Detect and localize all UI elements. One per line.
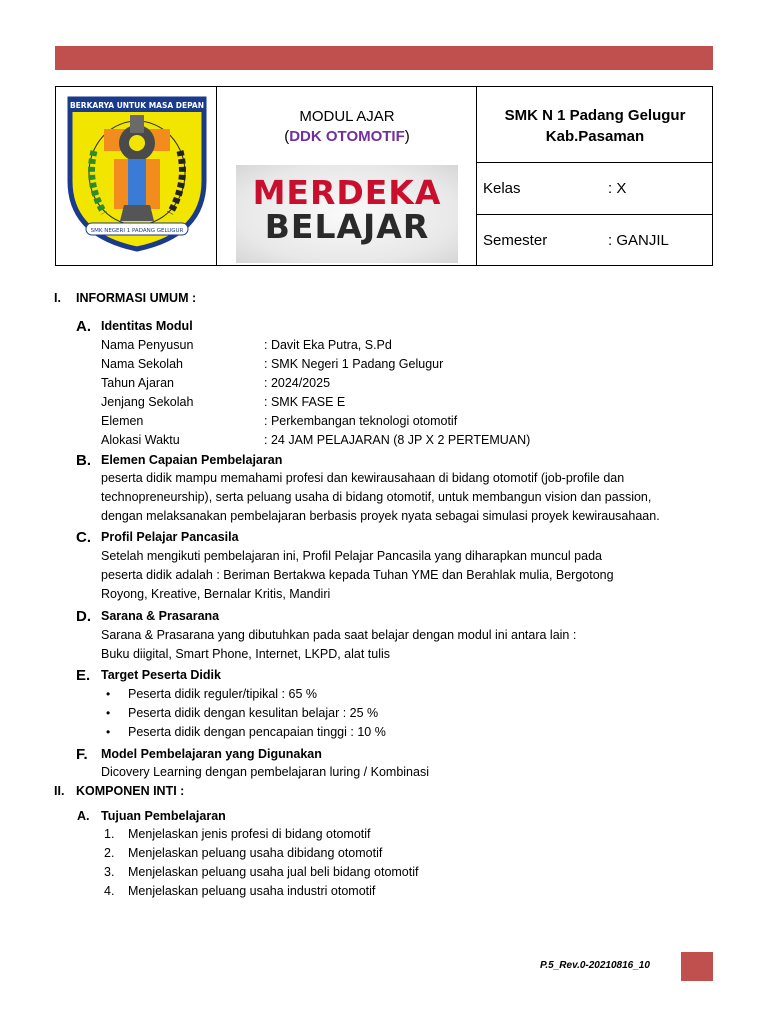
header-divider [476, 162, 712, 163]
subsection-title: Identitas Modul [101, 319, 193, 333]
subsection-title: Sarana & Prasarana [101, 609, 220, 623]
paragraph-line: technopreneurship), serta peluang usaha di bidang otomotif, untuk membangun vision dan passion, [101, 490, 652, 504]
semester-label: Semester [483, 232, 548, 249]
paragraph-line: Sarana & Prasarana yang dibutuhkan pada saat belajar dengan modul ini antara lain : [101, 628, 577, 642]
list-number: 3. [104, 865, 115, 879]
logo-bottom-text: SMK NEGERI 1 PADANG GELUGUR [90, 228, 184, 234]
list-item: Menjelaskan peluang usaha dibidang otomotif [128, 846, 383, 860]
identity-label: Alokasi Waktu [101, 433, 180, 447]
identity-value: : Perkembangan teknologi otomotif [264, 414, 458, 428]
list-item: Menjelaskan peluang usaha industri otomotif [128, 884, 376, 898]
identity-value: : SMK FASE E [264, 395, 346, 409]
kelas-value: : X [608, 180, 627, 197]
semester-value: : GANJIL [608, 232, 669, 249]
section-number: I. [54, 291, 61, 305]
subsection-letter: A. [76, 318, 91, 335]
list-item: Peserta didik reguler/tipikal : 65 % [128, 687, 317, 701]
paragraph-line: peserta didik adalah : Beriman Bertakwa kepada Tuhan YME dan Berahlak mulia, Bergotong [101, 568, 614, 582]
subsection-letter: B. [76, 452, 91, 469]
subsection-title: Target Peserta Didik [101, 668, 221, 682]
list-item: Menjelaskan peluang usaha jual beli bidang otomotif [128, 865, 419, 879]
identity-label: Elemen [101, 414, 144, 428]
list-item: Peserta didik dengan pencapaian tinggi : 10 % [128, 725, 386, 739]
bullet-icon: • [106, 687, 111, 701]
footer-color-box [681, 952, 713, 981]
identity-label: Nama Sekolah [101, 357, 183, 371]
paragraph-line: Royong, Kreative, Bernalar Kritis, Mandiri [101, 587, 331, 601]
module-title: MODUL AJAR [299, 108, 395, 125]
school-logo [64, 93, 210, 253]
header-color-bar [55, 46, 713, 70]
school-name: SMK N 1 Padang Gelugur Kab.Pasaman [504, 107, 686, 145]
paragraph-line: Buku diigital, Smart Phone, Internet, LKPD, alat tulis [101, 647, 391, 661]
identity-value: : Davit Eka Putra, S.Pd [264, 338, 392, 352]
subsection-letter: D. [76, 608, 91, 625]
header-table [55, 86, 713, 266]
merdeka-belajar-banner [236, 165, 458, 263]
section-number: II. [54, 784, 65, 798]
list-number: 4. [104, 884, 115, 898]
subsection-title: Elemen Capaian Pembelajaran [101, 453, 283, 467]
identity-label: Jenjang Sekolah [101, 395, 194, 409]
identity-label: Nama Penyusun [101, 338, 194, 352]
subsection-title: Model Pembelajaran yang Digunakan [101, 747, 322, 761]
list-number: 1. [104, 827, 115, 841]
paragraph-line: dengan melaksanakan pembelajaran berbasis proyek nyata sebagai simulasi proyek kewirausahaan. [101, 509, 660, 523]
footer-code: P.5_Rev.0-20210816_10 [540, 960, 650, 971]
subsection-letter: F. [76, 746, 88, 763]
paragraph-line: peserta didik mampu memahami profesi dan kewirausahaan di bidang otomotif (job-profile dan [101, 471, 625, 485]
list-item: Peserta didik dengan kesulitan belajar : 25 % [128, 706, 379, 720]
logo-top-text: BERKARYA UNTUK MASA DEPAN [69, 101, 205, 110]
header-divider [476, 214, 712, 215]
paragraph-line: Dicovery Learning dengan pembelajaran luring / Kombinasi [101, 765, 429, 779]
identity-label: Tahun Ajaran [101, 376, 174, 390]
list-number: 2. [104, 846, 115, 860]
module-subtitle: (DDK OTOMOTIF) [284, 128, 410, 145]
header-divider [216, 87, 217, 265]
list-item: Menjelaskan jenis profesi di bidang otomotif [128, 827, 371, 841]
subsection-title: Profil Pelajar Pancasila [101, 530, 239, 544]
banner-line-1: MERDEKA [252, 173, 442, 212]
banner-line-2: BELAJAR [264, 207, 430, 246]
subsection-letter: A. [77, 809, 90, 823]
identity-value: : 24 JAM PELAJARAN (8 JP X 2 PERTEMUAN) [264, 433, 531, 447]
subsection-letter: C. [76, 529, 91, 546]
section-title: KOMPONEN INTI : [76, 784, 185, 798]
bullet-icon: • [106, 725, 111, 739]
kelas-label: Kelas [483, 180, 521, 197]
paragraph-line: Setelah mengikuti pembelajaran ini, Profil Pelajar Pancasila yang diharapkan muncul pada [101, 549, 602, 563]
section-title: INFORMASI UMUM : [76, 291, 197, 305]
subsection-letter: E. [76, 667, 91, 684]
identity-value: : 2024/2025 [264, 376, 331, 390]
subsection-title: Tujuan Pembelajaran [101, 809, 226, 823]
identity-value: : SMK Negeri 1 Padang Gelugur [264, 357, 444, 371]
bullet-icon: • [106, 706, 111, 720]
